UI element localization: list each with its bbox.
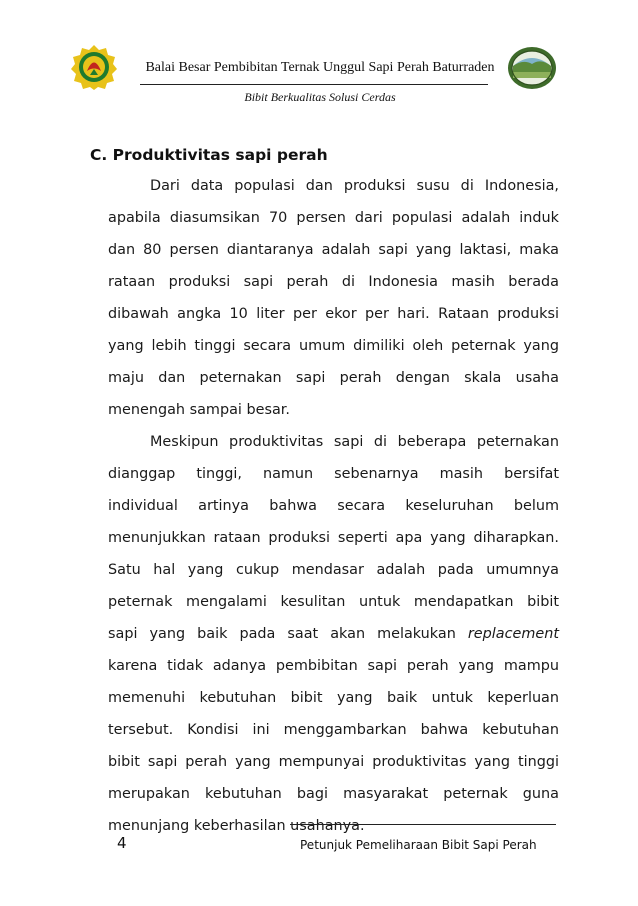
italic-term: replacement [467,626,559,642]
paragraph-line: peternak mengalami kesulitan untuk mendapatkan bibit [108,594,559,610]
paragraph-line: dan 80 persen diantaranya adalah sapi yang laktasi, maka [108,242,559,258]
footer-book-title: Petunjuk Pemeliharaan Bibit Sapi Perah [300,838,537,852]
header-rule [140,84,488,85]
paragraph-line: maju dan peternakan sapi perah dengan skala usaha [108,370,559,386]
paragraph-text: sapi yang baik pada saat akan melakukan [108,626,456,642]
paragraph-line: bibit sapi perah yang mempunyai produktivitas yang tinggi [108,754,559,770]
paragraph-line: tersebut. Kondisi ini menggambarkan bahwa kebutuhan [108,722,559,738]
ministry-emblem-icon [70,44,118,90]
footer-rule [290,824,556,825]
paragraph-line: merupakan kebutuhan bagi masyarakat peternak guna [108,786,559,802]
page-header [0,0,638,130]
paragraph-line: yang lebih tinggi secara umum dimiliki oleh peternak yang [108,338,559,354]
paragraph-line: Meskipun produktivitas sapi di beberapa peternakan [150,434,559,450]
paragraph-line: rataan produksi sapi perah di Indonesia masih berada [108,274,559,290]
header-tagline: Bibit Berkualitas Solusi Cerdas [244,90,396,104]
page-number: 4 [117,834,127,852]
paragraph-line: dibawah angka 10 liter per ekor per hari. Rataan produksi [108,306,559,322]
institution-seal-icon [507,46,557,90]
paragraph-line: dianggap tinggi, namun sebenarnya masih bersifat [108,466,559,482]
paragraph-line: Satu hal yang cukup mendasar adalah pada umumnya [108,562,559,578]
paragraph-line: menunjang keberhasilan usahanya. [108,818,365,834]
paragraph-line: apabila diasumsikan 70 persen dari populasi adalah induk [108,210,559,226]
institution-name: Balai Besar Pembibitan Ternak Unggul Sapi Perah Baturraden [145,60,495,75]
section-title: C. Produktivitas sapi perah [90,146,328,164]
paragraph-line: menunjukkan rataan produksi seperti apa yang diharapkan. [108,530,559,546]
paragraph-line: individual artinya bahwa secara keseluruhan belum [108,498,559,514]
paragraph-line [108,624,559,644]
paragraph-line: karena tidak adanya pembibitan sapi perah yang mampu [108,658,559,674]
paragraph-line: memenuhi kebutuhan bibit yang baik untuk keperluan [108,690,559,706]
paragraph-line: menengah sampai besar. [108,402,290,418]
paragraph-line: Dari data populasi dan produksi susu di Indonesia, [150,178,559,194]
